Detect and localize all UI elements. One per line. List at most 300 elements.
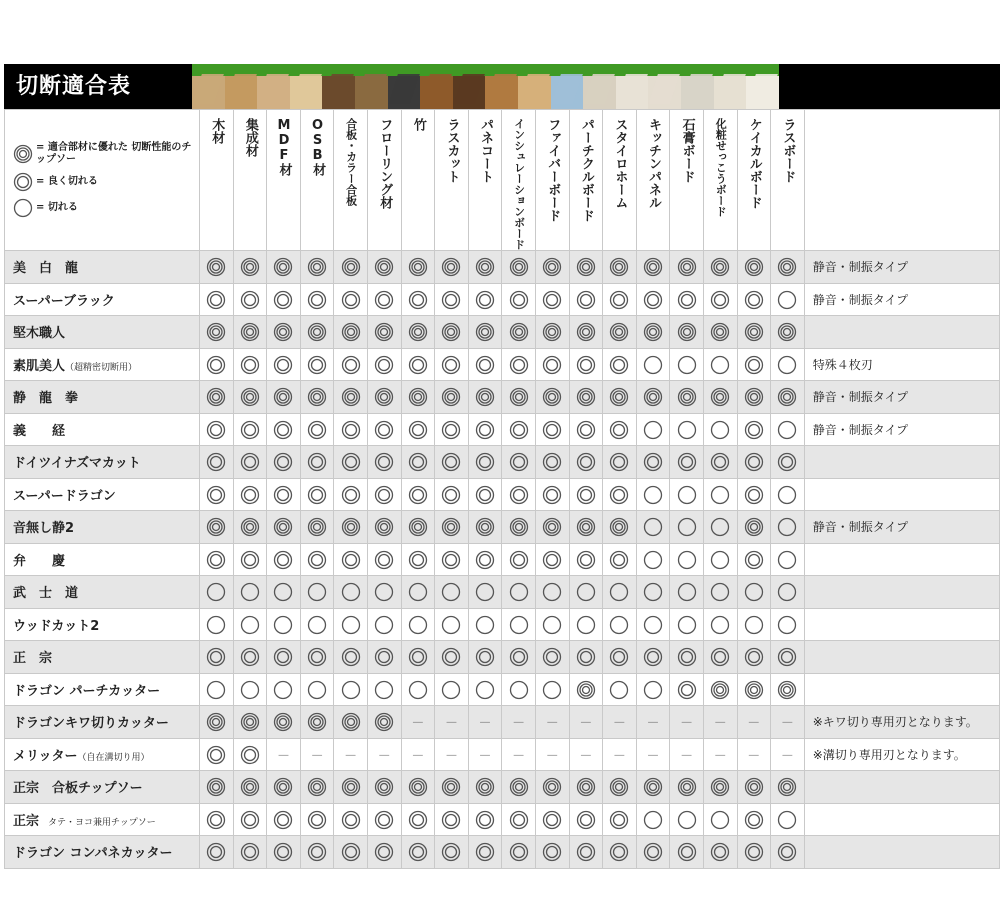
- material-swatch-5: [322, 64, 355, 109]
- rating-cell: [737, 836, 771, 869]
- triple-circle-icon: [609, 517, 629, 537]
- triple-circle-icon: [273, 777, 293, 797]
- rating-cell: [468, 608, 502, 641]
- not-applicable-cell: [502, 706, 536, 739]
- rating-cell: [401, 803, 435, 836]
- triple-circle-icon: [441, 517, 461, 537]
- column-label: 木材: [209, 118, 225, 144]
- product-name: 弁 慶: [13, 553, 66, 569]
- circle-icon: [13, 198, 33, 218]
- circle-icon: [542, 615, 562, 635]
- rating-cell: [334, 446, 368, 479]
- triple-circle-icon: [777, 680, 797, 700]
- column-label: OSB材: [310, 118, 326, 176]
- triple-circle-icon: [408, 257, 428, 277]
- product-name-cell: [5, 381, 200, 414]
- table-row: [5, 283, 1000, 316]
- double-circle-icon: [240, 842, 260, 862]
- dash-mark: －: [411, 748, 425, 764]
- triple-circle-icon: [307, 257, 327, 277]
- material-swatch-11: [518, 64, 551, 109]
- triple-circle-icon: [341, 387, 361, 407]
- double-circle-icon: [609, 810, 629, 830]
- not-applicable-cell: [569, 706, 603, 739]
- material-swatch-16: [681, 64, 714, 109]
- double-circle-icon: [441, 485, 461, 505]
- rating-cell: [569, 641, 603, 674]
- double-circle-icon: [341, 290, 361, 310]
- double-circle-icon: [408, 355, 428, 375]
- circle-icon: [744, 582, 764, 602]
- rating-cell: [300, 771, 334, 804]
- circle-icon: [643, 615, 663, 635]
- circle-icon: [475, 680, 495, 700]
- double-circle-icon: [777, 452, 797, 472]
- rating-cell: [603, 803, 637, 836]
- double-circle-icon: [374, 485, 394, 505]
- rating-cell: [367, 381, 401, 414]
- rating-cell: [535, 511, 569, 544]
- rating-cell: [636, 413, 670, 446]
- circle-icon: [509, 615, 529, 635]
- rating-cell: [468, 673, 502, 706]
- not-applicable-cell: [771, 738, 805, 771]
- rating-cell: [200, 381, 234, 414]
- rating-cell: [670, 511, 704, 544]
- circle-icon: [677, 550, 697, 570]
- circle-icon: [777, 810, 797, 830]
- not-applicable-cell: [535, 706, 569, 739]
- double-circle-icon: [542, 355, 562, 375]
- rating-cell: [435, 283, 469, 316]
- rating-cell: [367, 576, 401, 609]
- legend-item-excellent: [13, 142, 199, 166]
- table-row: [5, 316, 1000, 349]
- product-name-cell: [5, 608, 200, 641]
- double-circle-icon: [273, 485, 293, 505]
- rating-cell: [200, 738, 234, 771]
- rating-cell: [569, 673, 603, 706]
- circle-icon: [374, 615, 394, 635]
- rating-cell: [670, 446, 704, 479]
- rating-cell: [267, 316, 301, 349]
- circle-icon: [307, 680, 327, 700]
- product-name: 素肌美人: [13, 358, 66, 374]
- product-name: ドラゴンキワ切りカッター: [13, 716, 169, 732]
- note-cell: [804, 543, 999, 576]
- not-applicable-cell: [603, 706, 637, 739]
- triple-circle-icon: [206, 777, 226, 797]
- rating-cell: [535, 576, 569, 609]
- rating-cell: [703, 576, 737, 609]
- double-circle-icon: [240, 550, 260, 570]
- rating-cell: [603, 348, 637, 381]
- triple-circle-icon: [240, 777, 260, 797]
- circle-icon: [273, 582, 293, 602]
- rating-cell: [670, 381, 704, 414]
- rating-cell: [233, 478, 267, 511]
- rating-cell: [300, 413, 334, 446]
- note-cell: 特殊４枚刃: [804, 348, 999, 381]
- rating-cell: [267, 413, 301, 446]
- double-circle-icon: [475, 290, 495, 310]
- dash-mark: －: [646, 748, 660, 764]
- rating-cell: [334, 478, 368, 511]
- rating-cell: [636, 576, 670, 609]
- rating-cell: [502, 511, 536, 544]
- double-circle-icon: [744, 485, 764, 505]
- rating-cell: [367, 316, 401, 349]
- chart-title: 切断適合表: [16, 74, 132, 99]
- triple-circle-icon: [509, 257, 529, 277]
- rating-cell: [535, 771, 569, 804]
- double-circle-icon: [542, 810, 562, 830]
- circle-icon: [509, 582, 529, 602]
- rating-cell: [435, 543, 469, 576]
- notes-column-header: [804, 110, 999, 251]
- circle-icon: [240, 680, 260, 700]
- triple-circle-icon: [777, 387, 797, 407]
- rating-cell: [771, 543, 805, 576]
- double-circle-icon: [576, 810, 596, 830]
- rating-cell: [267, 641, 301, 674]
- circle-icon: [441, 680, 461, 700]
- double-circle-icon: [744, 810, 764, 830]
- triple-circle-icon: [206, 257, 226, 277]
- rating-cell: [636, 283, 670, 316]
- rating-cell: [502, 316, 536, 349]
- rating-cell: [771, 673, 805, 706]
- column-header: [603, 110, 637, 251]
- triple-circle-icon: [509, 387, 529, 407]
- triple-circle-icon: [475, 777, 495, 797]
- column-header: [502, 110, 536, 251]
- double-circle-icon: [744, 550, 764, 570]
- rating-cell: [334, 771, 368, 804]
- rating-cell: [569, 413, 603, 446]
- triple-circle-icon: [240, 712, 260, 732]
- note-cell: [804, 673, 999, 706]
- rating-cell: [200, 706, 234, 739]
- double-circle-icon: [576, 355, 596, 375]
- rating-cell: [401, 446, 435, 479]
- column-header: [300, 110, 334, 251]
- triple-circle-icon: [609, 322, 629, 342]
- material-swatch-1: [192, 64, 225, 109]
- rating-cell: [771, 478, 805, 511]
- product-name-cell: [5, 706, 200, 739]
- product-name-cell: [5, 738, 200, 771]
- double-circle-icon: [341, 485, 361, 505]
- rating-cell: [771, 316, 805, 349]
- rating-cell: [267, 576, 301, 609]
- rating-cell: [401, 316, 435, 349]
- column-label: 化粧せっこうボード: [714, 118, 728, 217]
- triple-circle-icon: [744, 387, 764, 407]
- double-circle-icon: [609, 485, 629, 505]
- rating-cell: [334, 543, 368, 576]
- column-label: インシュレーションボード: [512, 118, 526, 250]
- column-header: [569, 110, 603, 251]
- double-circle-icon: [475, 452, 495, 472]
- rating-cell: [300, 706, 334, 739]
- rating-cell: [603, 836, 637, 869]
- double-circle-icon: [509, 452, 529, 472]
- table-row: [5, 576, 1000, 609]
- rating-cell: [502, 413, 536, 446]
- product-name: 静 龍 拳: [13, 391, 79, 407]
- triple-circle-icon: [374, 322, 394, 342]
- not-applicable-cell: [603, 738, 637, 771]
- circle-icon: [341, 680, 361, 700]
- note-cell: [804, 771, 999, 804]
- note-cell: [804, 576, 999, 609]
- rating-cell: [636, 446, 670, 479]
- circle-icon: [710, 550, 730, 570]
- circle-icon: [609, 680, 629, 700]
- dash-mark: －: [747, 748, 761, 764]
- rating-cell: [267, 706, 301, 739]
- rating-cell: [535, 641, 569, 674]
- circle-icon: [710, 355, 730, 375]
- rating-cell: [703, 251, 737, 284]
- dash-mark: －: [579, 716, 593, 732]
- column-label: 石膏ボード: [679, 118, 695, 183]
- rating-cell: [636, 771, 670, 804]
- not-applicable-cell: [703, 738, 737, 771]
- product-name: スーパードラゴン: [13, 488, 116, 504]
- triple-circle-icon: [777, 322, 797, 342]
- rating-cell: [300, 576, 334, 609]
- rating-cell: [569, 316, 603, 349]
- column-label: 集成材: [242, 118, 258, 157]
- rating-cell: [569, 381, 603, 414]
- double-circle-icon: [273, 647, 293, 667]
- dash-mark: －: [444, 748, 458, 764]
- rating-cell: [771, 608, 805, 641]
- rating-cell: [233, 348, 267, 381]
- column-header: [703, 110, 737, 251]
- double-circle-icon: [307, 420, 327, 440]
- product-name: 正 宗: [13, 651, 53, 667]
- dash-mark: －: [377, 748, 391, 764]
- rating-cell: [771, 348, 805, 381]
- rating-cell: [535, 348, 569, 381]
- triple-circle-icon: [643, 322, 663, 342]
- rating-cell: [435, 641, 469, 674]
- double-circle-icon: [341, 355, 361, 375]
- rating-cell: [300, 478, 334, 511]
- circle-icon: [643, 550, 663, 570]
- double-circle-icon: [206, 420, 226, 440]
- rating-cell: [300, 836, 334, 869]
- double-circle-icon: [710, 647, 730, 667]
- rating-cell: [435, 771, 469, 804]
- rating-cell: [670, 673, 704, 706]
- column-label: MDF材: [276, 118, 292, 176]
- rating-cell: [367, 283, 401, 316]
- product-name: ドラゴン パーチカッター: [13, 683, 161, 699]
- rating-cell: [502, 608, 536, 641]
- column-label: フローリング材: [377, 118, 393, 209]
- rating-cell: [636, 316, 670, 349]
- rating-cell: [367, 511, 401, 544]
- circle-icon: [206, 615, 226, 635]
- double-circle-icon: [307, 810, 327, 830]
- material-swatch-18: [746, 64, 779, 109]
- rating-cell: [367, 706, 401, 739]
- table-row: [5, 738, 1000, 771]
- rating-cell: [771, 413, 805, 446]
- rating-cell: [535, 316, 569, 349]
- triple-circle-icon: [273, 517, 293, 537]
- triple-circle-icon: [677, 387, 697, 407]
- rating-cell: [703, 803, 737, 836]
- product-name-cell: [5, 511, 200, 544]
- rating-cell: [200, 836, 234, 869]
- rating-cell: [233, 576, 267, 609]
- triple-circle-icon: [206, 387, 226, 407]
- rating-cell: [267, 511, 301, 544]
- double-circle-icon: [206, 745, 226, 765]
- rating-cell: [603, 413, 637, 446]
- rating-cell: [367, 413, 401, 446]
- double-circle-icon: [307, 842, 327, 862]
- triple-circle-icon: [206, 712, 226, 732]
- not-applicable-cell: [737, 738, 771, 771]
- column-header: [233, 110, 267, 251]
- rating-cell: [535, 283, 569, 316]
- circle-icon: [643, 420, 663, 440]
- double-circle-icon: [408, 452, 428, 472]
- double-circle-icon: [576, 290, 596, 310]
- rating-cell: [771, 803, 805, 836]
- circle-icon: [643, 810, 663, 830]
- not-applicable-cell: [636, 738, 670, 771]
- rating-cell: [401, 381, 435, 414]
- double-circle-icon: [509, 810, 529, 830]
- double-circle-icon: [374, 355, 394, 375]
- product-name: ウッドカット2: [13, 618, 100, 634]
- rating-cell: [737, 641, 771, 674]
- rating-cell: [670, 348, 704, 381]
- rating-cell: [334, 283, 368, 316]
- double-circle-icon: [441, 810, 461, 830]
- rating-cell: [569, 251, 603, 284]
- rating-cell: [300, 511, 334, 544]
- rating-cell: [603, 251, 637, 284]
- product-name: スーパーブラック: [13, 293, 115, 309]
- double-circle-icon: [408, 420, 428, 440]
- dash-mark: －: [344, 748, 358, 764]
- double-circle-icon: [441, 842, 461, 862]
- dash-mark: －: [579, 748, 593, 764]
- title-banner: [4, 64, 1000, 109]
- rating-cell: [267, 446, 301, 479]
- rating-cell: [233, 511, 267, 544]
- double-circle-icon: [509, 647, 529, 667]
- rating-cell: [603, 576, 637, 609]
- compatibility-chart: [4, 64, 1000, 869]
- circle-icon: [374, 680, 394, 700]
- rating-cell: [670, 836, 704, 869]
- rating-cell: [569, 511, 603, 544]
- double-circle-icon: [744, 420, 764, 440]
- rating-cell: [468, 836, 502, 869]
- triple-circle-icon: [307, 712, 327, 732]
- double-circle-icon: [475, 550, 495, 570]
- rating-cell: [502, 283, 536, 316]
- rating-cell: [367, 641, 401, 674]
- rating-cell: [401, 641, 435, 674]
- rating-cell: [737, 511, 771, 544]
- rating-cell: [703, 381, 737, 414]
- triple-circle-icon: [13, 144, 33, 164]
- rating-cell: [233, 316, 267, 349]
- rating-cell: [569, 608, 603, 641]
- double-circle-icon: [441, 550, 461, 570]
- circle-icon: [307, 615, 327, 635]
- rating-cell: [300, 446, 334, 479]
- table-row: [5, 836, 1000, 869]
- circle-icon: [677, 582, 697, 602]
- rating-cell: [703, 543, 737, 576]
- rating-cell: [233, 413, 267, 446]
- double-circle-icon: [542, 842, 562, 862]
- circle-icon: [408, 680, 428, 700]
- triple-circle-icon: [307, 517, 327, 537]
- triple-circle-icon: [744, 257, 764, 277]
- double-circle-icon: [542, 452, 562, 472]
- double-circle-icon: [408, 485, 428, 505]
- circle-icon: [777, 485, 797, 505]
- circle-icon: [677, 355, 697, 375]
- rating-cell: [636, 381, 670, 414]
- triple-circle-icon: [441, 322, 461, 342]
- not-applicable-cell: [401, 706, 435, 739]
- rating-cell: [468, 543, 502, 576]
- double-circle-icon: [240, 647, 260, 667]
- product-name: 美 白 龍: [13, 261, 79, 277]
- triple-circle-icon: [341, 257, 361, 277]
- double-circle-icon: [475, 842, 495, 862]
- dash-mark: －: [780, 716, 794, 732]
- rating-cell: [502, 348, 536, 381]
- circle-icon: [273, 680, 293, 700]
- rating-cell: [636, 608, 670, 641]
- product-name: 堅木職人: [13, 326, 66, 342]
- double-circle-icon: [374, 420, 394, 440]
- triple-circle-icon: [744, 777, 764, 797]
- double-circle-icon: [609, 550, 629, 570]
- triple-circle-icon: [441, 387, 461, 407]
- double-circle-icon: [206, 550, 226, 570]
- rating-cell: [435, 446, 469, 479]
- rating-cell: [334, 836, 368, 869]
- double-circle-icon: [408, 290, 428, 310]
- rating-cell: [435, 511, 469, 544]
- product-name-cell: [5, 836, 200, 869]
- dash-mark: －: [612, 716, 626, 732]
- triple-circle-icon: [441, 257, 461, 277]
- rating-cell: [200, 251, 234, 284]
- rating-cell: [670, 543, 704, 576]
- triple-circle-icon: [307, 777, 327, 797]
- table-row: [5, 803, 1000, 836]
- triple-circle-icon: [576, 517, 596, 537]
- rating-cell: [401, 543, 435, 576]
- triple-circle-icon: [576, 777, 596, 797]
